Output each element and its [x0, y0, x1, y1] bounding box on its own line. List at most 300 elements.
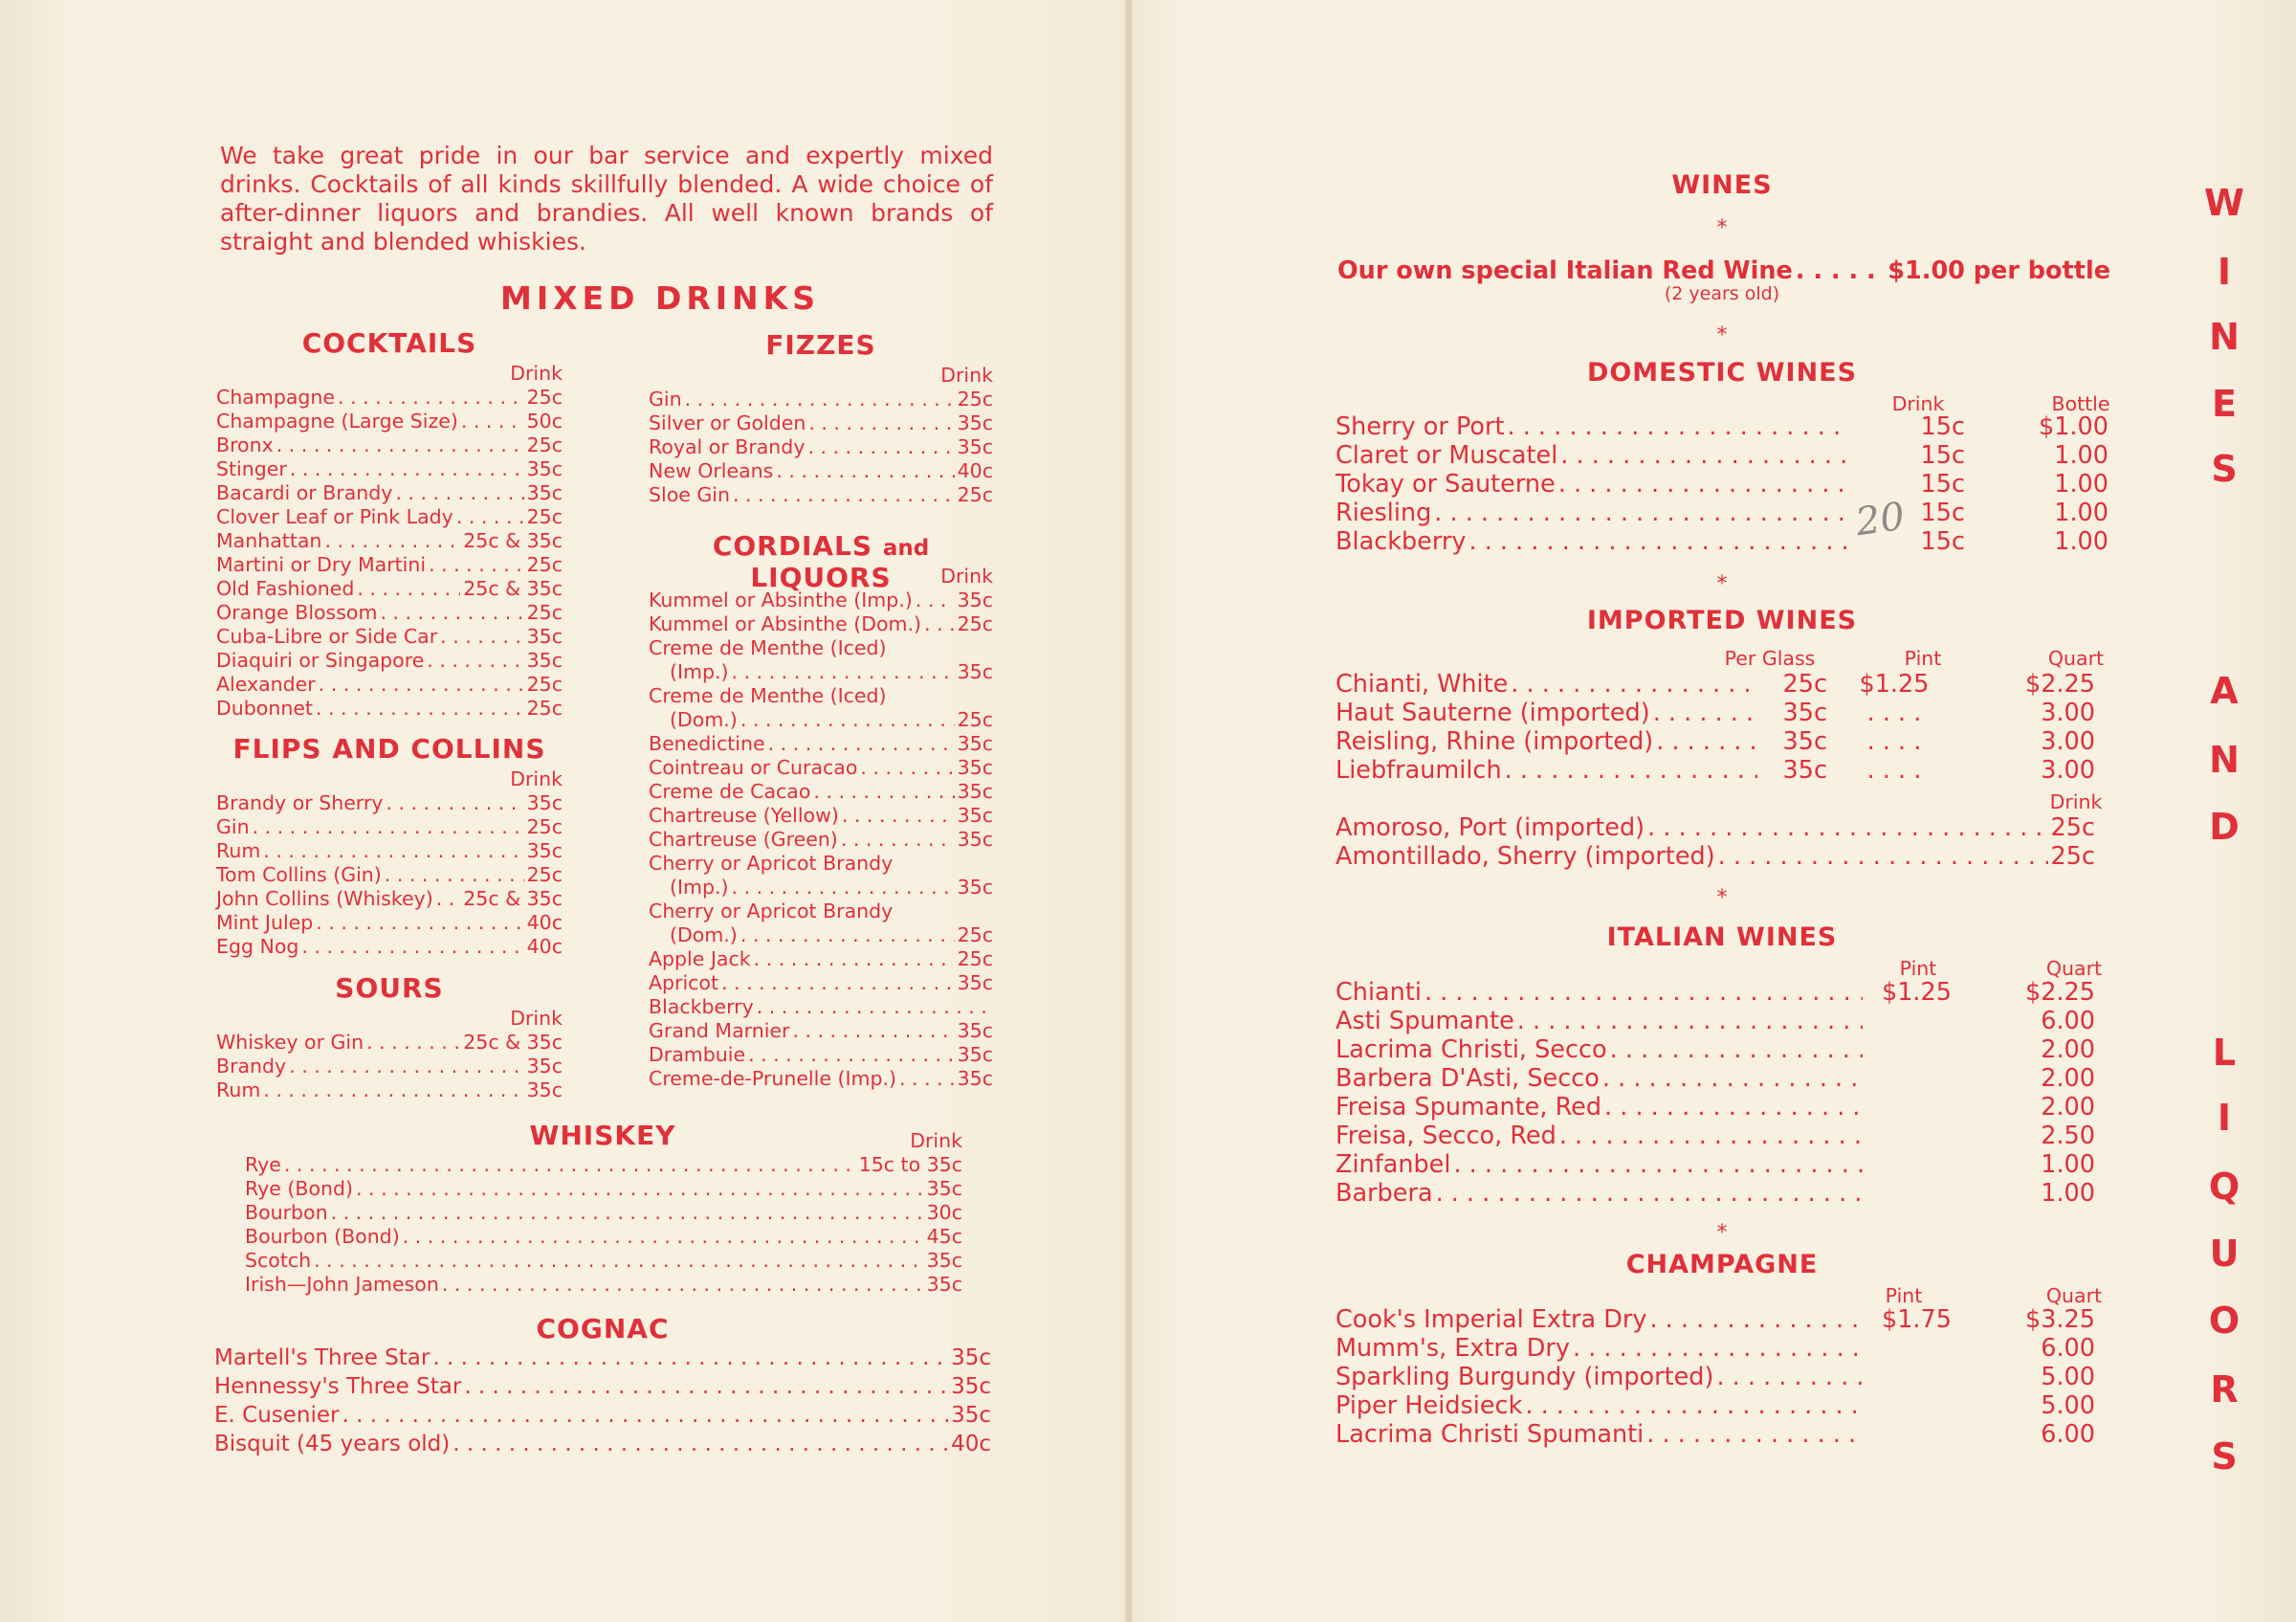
item-price: 25c — [526, 386, 563, 409]
dot-leader — [429, 553, 524, 577]
vertical-title-letter: I — [2217, 1097, 2232, 1139]
vertical-title-letter: S — [2211, 448, 2238, 490]
menu-row — [649, 388, 993, 411]
item-price: 25c — [957, 708, 993, 731]
item-price-large: 1.00 — [2054, 441, 2108, 470]
item-price: 25c — [957, 612, 993, 635]
item-name: Cherry or Apricot Brandy — [649, 852, 894, 875]
dot-leader — [464, 1372, 948, 1401]
dot-leader — [1505, 756, 1757, 785]
item-price: 25c — [957, 923, 993, 946]
item-price: 35c — [957, 1019, 993, 1042]
item-price: 35c — [957, 1067, 993, 1090]
item-name: Bacardi or Brandy — [216, 481, 393, 504]
menu-row — [649, 459, 993, 483]
item-price: 35c — [957, 411, 993, 434]
menu-row — [216, 863, 563, 887]
menu-row — [1336, 670, 2095, 699]
menu-row — [649, 612, 993, 636]
item-name: Amoroso, Port (imported) — [1336, 813, 1645, 842]
item-name: Piper Heidsieck — [1336, 1391, 1523, 1420]
vertical-title-letter: O — [2208, 1300, 2241, 1342]
imported-title: IMPORTED WINES — [1586, 606, 1858, 635]
imported-list — [1336, 670, 2095, 785]
whiskey-col-head: Drink — [910, 1129, 962, 1152]
dot-leader — [924, 612, 955, 636]
menu-row — [1336, 1035, 2095, 1064]
dot-leader — [342, 1401, 949, 1430]
item-name: Tom Collins (Gin) — [216, 863, 382, 886]
dot-leader — [1610, 1035, 1863, 1064]
menu-row — [216, 649, 563, 673]
item-price-quart: 3.00 — [2041, 699, 2095, 727]
dot-leader — [776, 459, 954, 483]
item-price-glass: 25c — [1782, 670, 1827, 699]
dot-leader — [356, 1177, 924, 1201]
vertical-title-letter: N — [2209, 739, 2240, 781]
item-price-pint: $1.25 — [1859, 670, 1930, 699]
item-price-large: $3.25 — [2024, 1305, 2095, 1334]
dot-leader — [1517, 1007, 1863, 1035]
dot-leader — [1560, 441, 1847, 470]
menu-row — [649, 435, 993, 459]
item-price-glass: 35c — [1782, 699, 1827, 727]
item-name: Mint Julep — [216, 911, 314, 934]
item-price: 35c — [957, 660, 993, 683]
dot-leader — [316, 911, 523, 935]
item-name: Rum — [216, 1078, 261, 1101]
dot-leader — [1525, 1391, 1863, 1420]
dot-leader — [732, 876, 955, 900]
cordials-title-a: CORDIALS — [712, 530, 873, 562]
menu-row — [216, 887, 563, 911]
champagne-title: CHAMPAGNE — [1625, 1250, 1819, 1279]
dot-leader — [436, 887, 461, 911]
menu-row-continued — [649, 708, 993, 732]
item-price-large: $2.25 — [2024, 978, 2095, 1007]
dot-leader — [740, 923, 955, 947]
item-price-small: 15c — [1920, 470, 1965, 499]
menu-row — [1336, 756, 2095, 785]
menu-row — [216, 1055, 563, 1078]
item-name: Orange Blossom — [216, 601, 378, 624]
item-name: Barbera D'Asti, Secco — [1336, 1064, 1600, 1093]
special-wine-name: Our own special Italian Red Wine — [1337, 256, 1793, 285]
item-name: Hennessy's Three Star — [214, 1374, 462, 1399]
menu-row — [1336, 1122, 2095, 1150]
item-price: 35c — [926, 1273, 962, 1296]
dot-leader — [456, 505, 524, 529]
item-name: Brandy — [216, 1055, 287, 1078]
dot-leader — [1716, 1363, 1863, 1391]
item-name: Apricot — [649, 971, 719, 994]
star-3: * — [1716, 572, 1728, 596]
item-name-continued: (Dom.) — [670, 708, 738, 731]
item-name: Chianti — [1336, 978, 1422, 1007]
menu-row — [649, 995, 993, 1019]
item-price-large: 1.00 — [2054, 527, 2108, 556]
item-price: 35c — [957, 732, 993, 755]
dot-leader — [427, 649, 523, 673]
flips-list — [216, 791, 563, 959]
item-name: Blackberry — [649, 995, 754, 1018]
item-price: 25c & 35c — [463, 887, 563, 910]
menu-row — [1336, 1064, 2095, 1093]
wines-title: WINES — [1671, 170, 1773, 200]
champagne-col2: Quart — [2045, 1284, 2103, 1307]
fizzes-title: FIZZES — [765, 329, 876, 361]
dot-leader — [380, 601, 523, 625]
item-name: Sparkling Burgundy (imported) — [1336, 1363, 1714, 1391]
item-price-large: 1.00 — [2054, 499, 2108, 527]
dot-leader — [860, 756, 954, 780]
item-price: 35c — [526, 625, 563, 648]
champagne-list — [1336, 1305, 2095, 1449]
dot-leader — [395, 481, 523, 505]
dot-leader — [899, 1067, 955, 1091]
handwritten-price-note: 20 — [1853, 494, 1908, 545]
dot-leader — [1511, 670, 1757, 699]
dot-leader — [301, 935, 523, 959]
item-name: Chartreuse (Yellow) — [649, 804, 839, 827]
item-name: Bisquit (45 years old) — [214, 1432, 451, 1456]
item-name: Drambuie — [649, 1043, 746, 1066]
cordials-list — [649, 589, 993, 1091]
menu-row — [649, 483, 993, 507]
dot-leader — [1656, 727, 1757, 756]
item-name: Alexander — [216, 673, 316, 696]
item-name: Lacrima Christi Spumanti — [1336, 1420, 1645, 1449]
dot-leader — [1436, 1179, 1863, 1208]
dot-leader — [1453, 1150, 1863, 1179]
item-price-large: 1.00 — [2054, 470, 2108, 499]
cognac-list — [214, 1344, 991, 1458]
item-name: Dubonnet — [216, 697, 313, 720]
dot-leader — [316, 697, 524, 721]
item-name: Creme de Menthe (Iced) — [649, 684, 887, 707]
dot-leader — [284, 1153, 856, 1177]
vertical-title-letter: A — [2210, 670, 2239, 712]
dot-leader — [1796, 256, 1885, 285]
vertical-title-letter: I — [2217, 251, 2232, 293]
dot-leader — [263, 839, 523, 863]
whiskey-title: WHISKEY — [529, 1120, 676, 1151]
menu-row — [649, 852, 993, 876]
item-price-quart: 3.00 — [2041, 727, 2095, 756]
menu-row — [216, 529, 563, 553]
dot-leader — [442, 1273, 924, 1297]
menu-row-continued — [649, 876, 993, 900]
item-price: 25c — [2050, 842, 2095, 871]
menu-row — [1336, 1305, 2095, 1334]
dot-leader — [432, 1344, 948, 1372]
dot-leader — [1653, 699, 1757, 727]
item-price: 25c & 35c — [463, 1031, 563, 1054]
item-name: Kummel or Absinthe (Imp.) — [649, 589, 913, 611]
item-price: 40c — [526, 911, 563, 934]
item-price: 25c & 35c — [463, 577, 563, 600]
dot-leader — [290, 457, 524, 481]
menu-row — [1336, 470, 2108, 499]
menu-row — [649, 411, 993, 435]
item-name: Lacrima Christi, Secco — [1336, 1035, 1607, 1064]
menu-row — [649, 971, 993, 995]
item-name: Rum — [216, 839, 261, 862]
dot-leader — [461, 410, 524, 433]
mixed-drinks-title: MIXED DRINKS — [499, 279, 821, 317]
item-name: Reisling, Rhine (imported) — [1336, 727, 1654, 756]
item-name: Creme de Cacao — [649, 780, 811, 803]
special-wine-price: $1.00 per bottle — [1888, 256, 2110, 285]
cordials-col-head: Drink — [940, 565, 993, 588]
item-price-small: $1.25 — [1881, 978, 1952, 1007]
menu-row — [214, 1401, 991, 1430]
item-price: 45c — [926, 1225, 962, 1248]
item-name: Rye — [245, 1153, 281, 1176]
item-price: 25c — [957, 388, 993, 411]
item-price: 35c — [926, 1177, 962, 1200]
item-price: 40c — [951, 1432, 991, 1456]
star-5: * — [1716, 1221, 1728, 1245]
menu-row — [1336, 727, 2095, 756]
menu-row — [216, 839, 563, 863]
menu-row — [649, 684, 993, 708]
dot-leader — [453, 1430, 948, 1458]
vertical-title-letter: U — [2209, 1233, 2240, 1275]
cordials-title-b: LIQUORS — [750, 562, 892, 593]
item-name: Champagne (Large Size) — [216, 410, 458, 433]
item-name: Mumm's, Extra Dry — [1336, 1334, 1570, 1363]
sours-section — [216, 972, 563, 1102]
item-price: 25c — [957, 947, 993, 970]
menu-row — [216, 410, 563, 433]
dot-leader — [253, 815, 524, 839]
dot-leader — [792, 1019, 954, 1043]
star-1: * — [1716, 216, 1728, 240]
item-price: 35c — [957, 780, 993, 803]
item-name: Haut Sauterne (imported) — [1336, 699, 1650, 727]
item-price-large: $1.00 — [2038, 412, 2108, 441]
item-price-large: 1.00 — [2041, 1150, 2095, 1179]
star-2: * — [1716, 323, 1728, 347]
cocktails-title: COCKTAILS — [301, 327, 477, 359]
menu-row — [649, 780, 993, 804]
dot-leader — [385, 863, 524, 887]
sours-col-head: Drink — [510, 1007, 563, 1030]
item-name: Bourbon (Bond) — [245, 1225, 400, 1248]
menu-row — [216, 697, 563, 721]
dot-leader — [841, 828, 955, 852]
item-price: 25c — [526, 601, 563, 624]
item-price-quart: 3.00 — [2041, 756, 2095, 785]
fizzes-list — [649, 388, 993, 507]
menu-row — [216, 1078, 563, 1102]
menu-row — [214, 1344, 991, 1372]
item-price: 35c — [526, 1055, 563, 1078]
item-price-small: 15c — [1920, 499, 1965, 527]
item-price: 35c — [957, 876, 993, 899]
menu-row-continued — [649, 923, 993, 947]
item-name: Chartreuse (Green) — [649, 828, 838, 851]
item-name: Champagne — [216, 386, 336, 409]
item-name: Cuba-Libre or Side Car — [216, 625, 438, 648]
dot-leader — [685, 388, 955, 411]
imported-col2: Pint — [1904, 647, 1942, 670]
item-name: Gin — [216, 815, 250, 838]
item-price-large: 2.50 — [2041, 1122, 2095, 1150]
dot-leader — [768, 732, 955, 756]
dot-leader — [1718, 842, 2048, 871]
domestic-col1: Drink — [1891, 392, 1945, 415]
menu-row — [649, 828, 993, 852]
item-price-large: 5.00 — [2041, 1363, 2095, 1391]
dot-leader — [324, 529, 460, 553]
item-name: Zinfanbel — [1336, 1150, 1451, 1179]
item-price: 35c — [526, 457, 563, 480]
menu-row — [216, 815, 563, 839]
menu-row — [216, 911, 563, 935]
imported-list-2 — [1336, 813, 2095, 871]
dot-leader — [1508, 412, 1848, 441]
cocktails-section — [216, 327, 563, 721]
item-price: 40c — [957, 459, 993, 482]
menu-row — [216, 935, 563, 959]
item-price: 25c — [526, 433, 563, 456]
menu-row — [245, 1177, 962, 1201]
item-name: Old Fashioned — [216, 577, 355, 600]
item-name: Chianti, White — [1336, 670, 1509, 699]
item-price: 35c — [957, 435, 993, 458]
menu-row — [649, 1067, 993, 1091]
item-price-glass: 35c — [1782, 756, 1827, 785]
menu-row — [1336, 1391, 2095, 1420]
item-price-pint: . . . . — [1866, 727, 1922, 756]
item-price-large: 6.00 — [2041, 1420, 2095, 1449]
item-name: Cointreau or Curacao — [649, 756, 858, 779]
vertical-title-letter: S — [2211, 1435, 2238, 1478]
item-price: 25c — [526, 673, 563, 696]
dot-leader — [1434, 499, 1847, 527]
sours-title: SOURS — [335, 972, 444, 1004]
item-name: Egg Nog — [216, 935, 299, 958]
dot-leader — [319, 673, 524, 697]
item-price-large: 5.00 — [2041, 1391, 2095, 1420]
dot-leader — [842, 804, 955, 828]
item-price-large: 2.00 — [2041, 1035, 2095, 1064]
cordials-title-and: and — [882, 536, 930, 561]
dot-leader — [263, 1078, 523, 1102]
item-name: Irish—John Jameson — [245, 1273, 439, 1296]
item-price: 15c to 35c — [858, 1153, 962, 1176]
item-price-glass: 35c — [1782, 727, 1827, 756]
dot-leader — [1573, 1334, 1863, 1363]
item-name: Sloe Gin — [649, 483, 730, 506]
item-price: 35c — [957, 971, 993, 994]
menu-row — [216, 625, 563, 649]
item-name: Clover Leaf or Pink Lady — [216, 505, 453, 528]
item-price-large: 1.00 — [2041, 1179, 2095, 1208]
dot-leader — [1604, 1093, 1863, 1122]
italian-list — [1336, 978, 2095, 1208]
menu-row — [245, 1201, 962, 1225]
item-price-small: $1.75 — [1881, 1305, 1952, 1334]
dot-leader — [1424, 978, 1863, 1007]
item-name-continued: (Imp.) — [670, 660, 729, 683]
dot-leader — [808, 411, 954, 435]
item-price: 25c — [526, 697, 563, 720]
item-name: Bourbon — [245, 1201, 328, 1224]
menu-row — [216, 577, 563, 601]
menu-row — [1336, 842, 2095, 871]
item-price: 35c — [957, 756, 993, 779]
item-price-large: 6.00 — [2041, 1007, 2095, 1035]
menu-row — [1336, 1007, 2095, 1035]
menu-row — [216, 673, 563, 697]
item-price-small: 15c — [1920, 412, 1965, 441]
cocktails-list — [216, 386, 563, 721]
item-name: Rye (Bond) — [245, 1177, 353, 1200]
item-name: New Orleans — [649, 459, 774, 482]
item-name: Claret or Muscatel — [1336, 441, 1558, 470]
dot-leader — [1559, 1122, 1863, 1150]
menu-row — [245, 1225, 962, 1249]
flips-title: FLIPS AND COLLINS — [232, 733, 546, 765]
menu-row — [216, 601, 563, 625]
italian-col2: Quart — [2045, 957, 2103, 980]
dot-leader — [366, 1031, 460, 1055]
menu-row — [649, 636, 993, 660]
page-fold — [1125, 0, 1133, 1622]
domestic-list — [1336, 412, 2108, 556]
flips-section — [216, 733, 563, 959]
menu-row — [1336, 1420, 2095, 1449]
item-name: Riesling — [1336, 499, 1432, 527]
dot-leader — [748, 1043, 955, 1067]
menu-row — [1336, 813, 2095, 842]
menu-row — [1336, 527, 2108, 556]
menu-row — [1336, 412, 2108, 441]
dot-leader — [386, 791, 523, 815]
item-name: Cherry or Apricot Brandy — [649, 900, 894, 922]
item-name: E. Cusenier — [214, 1403, 340, 1428]
dot-leader — [338, 386, 524, 410]
item-price: 35c — [951, 1374, 991, 1399]
dot-leader — [440, 625, 523, 649]
item-name: Creme-de-Prunelle (Imp.) — [649, 1067, 896, 1090]
item-name: Blackberry — [1336, 527, 1467, 556]
imported-col3: Quart — [2047, 647, 2105, 670]
dot-leader — [403, 1225, 924, 1249]
menu-row — [245, 1153, 962, 1177]
menu-row — [1336, 699, 2095, 727]
menu-row — [649, 1043, 993, 1067]
vertical-title-letter: W — [2204, 182, 2244, 224]
item-name: Liebfraumilch — [1336, 756, 1502, 785]
item-price: 35c — [526, 791, 563, 814]
menu-row — [1336, 441, 2108, 470]
italian-title: ITALIAN WINES — [1606, 922, 1838, 952]
menu-row — [1336, 1093, 2095, 1122]
menu-row — [216, 457, 563, 481]
imported-col-drink: Drink — [2049, 790, 2103, 813]
dot-leader — [916, 589, 955, 612]
menu-row — [649, 732, 993, 756]
item-price: 25c — [957, 483, 993, 506]
italian-col1: Pint — [1899, 957, 1937, 980]
sours-list — [216, 1031, 563, 1102]
vertical-title-letter: E — [2212, 383, 2237, 425]
item-price: 25c & 35c — [463, 529, 563, 552]
